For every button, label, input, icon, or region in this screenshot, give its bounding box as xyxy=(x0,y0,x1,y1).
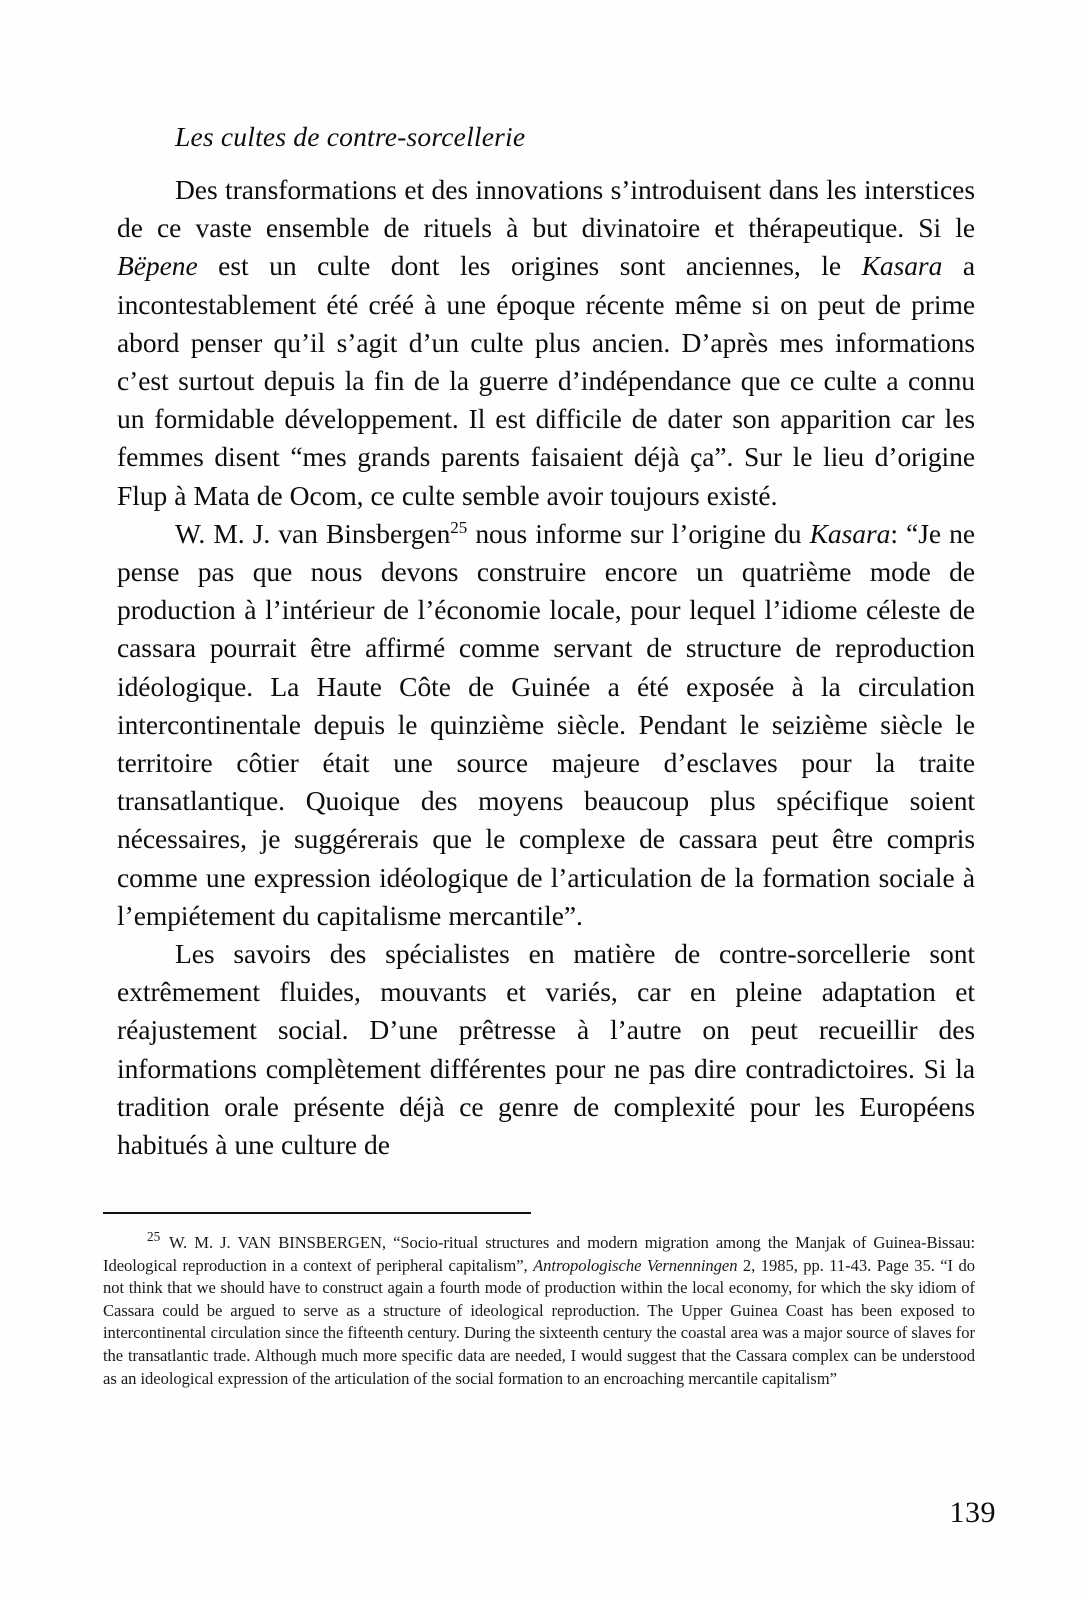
section-heading: Les cultes de contre-sorcellerie xyxy=(175,121,526,152)
term-bepene: Bëpene xyxy=(117,250,198,282)
footnote-area xyxy=(103,1212,975,1390)
footnote-number: 25 xyxy=(147,1229,161,1245)
footnote-text-part-1: W. M. J. VAN BINSBERGEN, “Socio-ritual structures and modern migration among the Manjak of Guinea-Bissau: Ideological reproduction in a context of peripheral capitalism”, xyxy=(103,1233,975,1275)
paragraph-2-text-part-1: W. M. J. van Binsbergen xyxy=(175,517,451,549)
footnote-journal-title: Antropologische Vernenningen xyxy=(533,1255,738,1275)
body-paragraph-1 xyxy=(117,171,975,515)
body-paragraph-2 xyxy=(117,515,975,935)
footnote-text-part-2: 2, 1985, pp. 11-43. Page 35. “I do not think that we should have to construct again a fourth mode of production within the local economy, for which the sky idiom of Cassara could be argued to serve as a structure of ideological reproduction. The Upper Guinea Coast has been exposed to intercontinental circulation since the fifteenth century. During the sixteenth century the coastal area was a major source of slaves for the transatlantic trade. Although much more specific data are needed, I would suggest that the Cassara complex can be understood as an ideological expression of the articulation of the social formation to an encroaching mercantile capitalism” xyxy=(103,1255,975,1388)
body-paragraph-3: Les savoirs des spécialistes en matière de contre-sorcellerie sont extrêmement fluides, mouvants et variés, car en pleine adaptation et réajustement social. D’une prêtresse à l’autre on peut recueillir des informations complètement différentes pour ne pas dire contradictoires. Si la tradition orale présente déjà ce genre de complexité pour les Européens habitués à une culture de xyxy=(117,938,975,1161)
paragraph-1-text-part-1: Des transformations et des innovations s’introduisent dans les interstices de ce vaste ensemble de rituels à but divinatoire et thérapeutique. Si le xyxy=(117,174,975,244)
paragraph-1-text-part-2: est un culte dont les origines sont anciennes, le xyxy=(197,250,862,282)
page-content xyxy=(117,120,975,1164)
footnote-separator-rule xyxy=(103,1212,531,1214)
quote-term-kasara: Kasara xyxy=(809,517,891,549)
page-number: 139 xyxy=(949,1496,996,1529)
term-kasara: Kasara xyxy=(861,250,943,282)
paragraph-2-text-part-2: nous informe sur l’origine du xyxy=(467,517,810,549)
block-quote-text: : “Je ne pense pas que nous devons construire encore un quatrième mode de production à l’intérieur de l’économie locale, pour lequel l’idiome céleste de cassara pourrait être affirmé comme servant de structure de reproduction idéologique. La Haute Côte de Guinée a été exposée à la circulation intercontinentale depuis le quinzième siècle. Pendant le seizième siècle le territoire côtier était une source majeure d’esclaves pour la traite transatlantique. Quoique des moyens beaucoup plus spécifique soient nécessaires, je suggérerais que le complexe de cassara peut être compris comme une expression idéologique de l’articulation de la formation sociale à l’empiétement du capitalisme mercantile”. xyxy=(117,517,975,931)
paragraph-1-text-part-3: a incontestablement été créé à une époque récente même si on peut de prime abord penser qu’il s’agit d’un culte plus ancien. D’après mes informations c’est surtout depuis la fin de la guerre d’indépendance que ce culte a connu un formidable développement. Il est difficile de dater son apparition car les femmes disent “mes grands parents faisaient déjà ça”. Sur le lieu d’origine Flup à Mata de Ocom, ce culte semble avoir toujours existé. xyxy=(117,250,975,511)
footnote-reference-marker[interactable]: 25 xyxy=(450,517,468,537)
footnote-25 xyxy=(103,1229,975,1390)
